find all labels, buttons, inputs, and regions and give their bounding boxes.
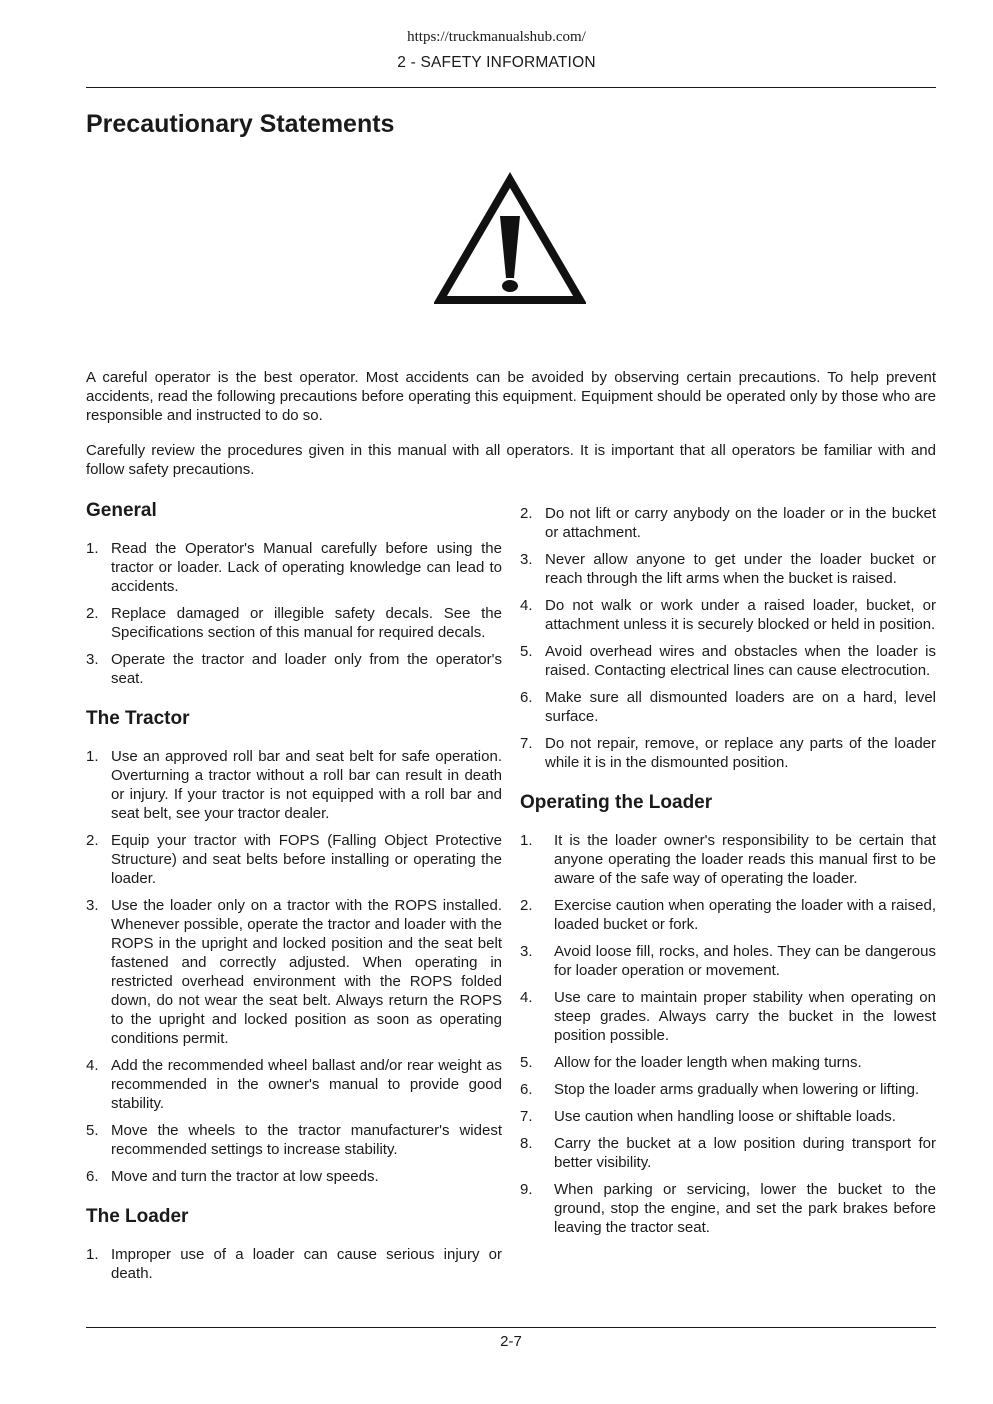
list-item: 2. Replace damaged or illegible safety decals. See the Specifications section of this manual for required decals. <box>86 605 502 641</box>
list-item: 1. Use an approved roll bar and seat belt for safe operation. Overturning a tractor without a roll bar can result in death or injury. If your tractor is not equipped with a roll bar and seat belt, see your tractor dealer. <box>86 748 502 822</box>
intro-paragraph-1: A careful operator is the best operator. Most accidents can be avoided by observing certain precautions. To help prevent accidents, read the following precautions before operating this equipment. Equipment should be operated only by those who are responsible and instructed to do so. <box>86 369 936 424</box>
intro-text <box>86 368 936 495</box>
page-number: 2-7 <box>500 1333 522 1350</box>
tractor-heading: The Tractor <box>86 708 190 729</box>
list-item: 2. Exercise caution when operating the loader with a raised, loaded bucket or fork. <box>520 897 936 933</box>
list-item: 7. Use caution when handling loose or shiftable loads. <box>520 1108 896 1125</box>
intro-paragraph-2: Carefully review the procedures given in this manual with all operators. It is important that all operators be familiar with and follow safety precautions. <box>86 442 936 478</box>
source-url: https://truckmanualshub.com/ <box>407 29 586 45</box>
list-item: 6. Move and turn the tractor at low speeds. <box>86 1168 379 1185</box>
list-item: 1. Read the Operator's Manual carefully before using the tractor or loader. Lack of operating knowledge can lead to accidents. <box>86 540 502 595</box>
list-item: 3. Avoid loose fill, rocks, and holes. They can be dangerous for loader operation or movement. <box>520 943 936 979</box>
list-item: 3. Use the loader only on a tractor with the ROPS installed. Whenever possible, operate the tractor and loader with the ROPS in the upright and locked position and the seat belt fastened and correctly adjusted. When operating in restricted overhead environment with the ROPS folded down, do not wear the seat belt. Always return the ROPS to the upright and locked position as soon as operating conditions permit. <box>86 897 502 1047</box>
list-item: 5. Allow for the loader length when making turns. <box>520 1054 862 1071</box>
warning-triangle-exclamation-icon <box>434 172 586 306</box>
list-item: 9. When parking or servicing, lower the bucket to the ground, stop the engine, and set the park brakes before leaving the tractor seat. <box>520 1181 936 1236</box>
list-item: 6. Stop the loader arms gradually when lowering or lifting. <box>520 1081 920 1098</box>
list-item: 4. Add the recommended wheel ballast and/or rear weight as recommended in the owner's manual to provide good stability. <box>86 1057 502 1112</box>
list-item: 4. Use care to maintain proper stability when operating on steep grades. Always carry the bucket in the lowest position possible. <box>520 989 936 1044</box>
page-title: Precautionary Statements <box>86 110 395 138</box>
list-item: 5. Move the wheels to the tractor manufacturer's widest recommended settings to increase stability. <box>86 1122 502 1158</box>
list-item: 2. Equip your tractor with FOPS (Falling Object Protective Structure) and seat belts before installing or operating the loader. <box>86 832 502 887</box>
list-item: 3. Never allow anyone to get under the loader bucket or reach through the lift arms when the bucket is raised. <box>520 551 936 587</box>
loader-list-part-2 <box>520 504 936 772</box>
operating-list <box>520 831 936 1237</box>
general-heading: General <box>86 500 157 521</box>
list-item: 6. Make sure all dismounted loaders are on a hard, level surface. <box>520 689 936 725</box>
list-item: 1. It is the loader owner's responsibility to be certain that anyone operating the loader reads this manual first to be aware of the safe way of operating the loader. <box>520 832 936 887</box>
header-divider <box>86 87 936 88</box>
general-list <box>86 539 502 688</box>
list-item: 2. Do not lift or carry anybody on the loader or in the bucket or attachment. <box>520 505 936 541</box>
right-column <box>520 504 936 1255</box>
list-item: 7. Do not repair, remove, or replace any parts of the loader while it is in the dismounted position. <box>520 735 936 771</box>
footer-divider <box>86 1327 936 1328</box>
operating-heading: Operating the Loader <box>520 792 713 813</box>
left-column <box>86 498 502 1301</box>
loader-heading: The Loader <box>86 1206 189 1227</box>
loader-list-part-1 <box>86 1245 502 1283</box>
list-item: 1. Improper use of a loader can cause serious injury or death. <box>86 1246 502 1282</box>
list-item: 8. Carry the bucket at a low position during transport for better visibility. <box>520 1135 936 1171</box>
section-header: 2 - SAFETY INFORMATION <box>397 54 596 71</box>
list-item: 4. Do not walk or work under a raised loader, bucket, or attachment unless it is securely blocked or held in position. <box>520 597 936 633</box>
tractor-list <box>86 747 502 1186</box>
list-item: 3. Operate the tractor and loader only from the operator's seat. <box>86 651 502 687</box>
list-item: 5. Avoid overhead wires and obstacles when the loader is raised. Contacting electrical lines can cause electrocution. <box>520 643 936 679</box>
